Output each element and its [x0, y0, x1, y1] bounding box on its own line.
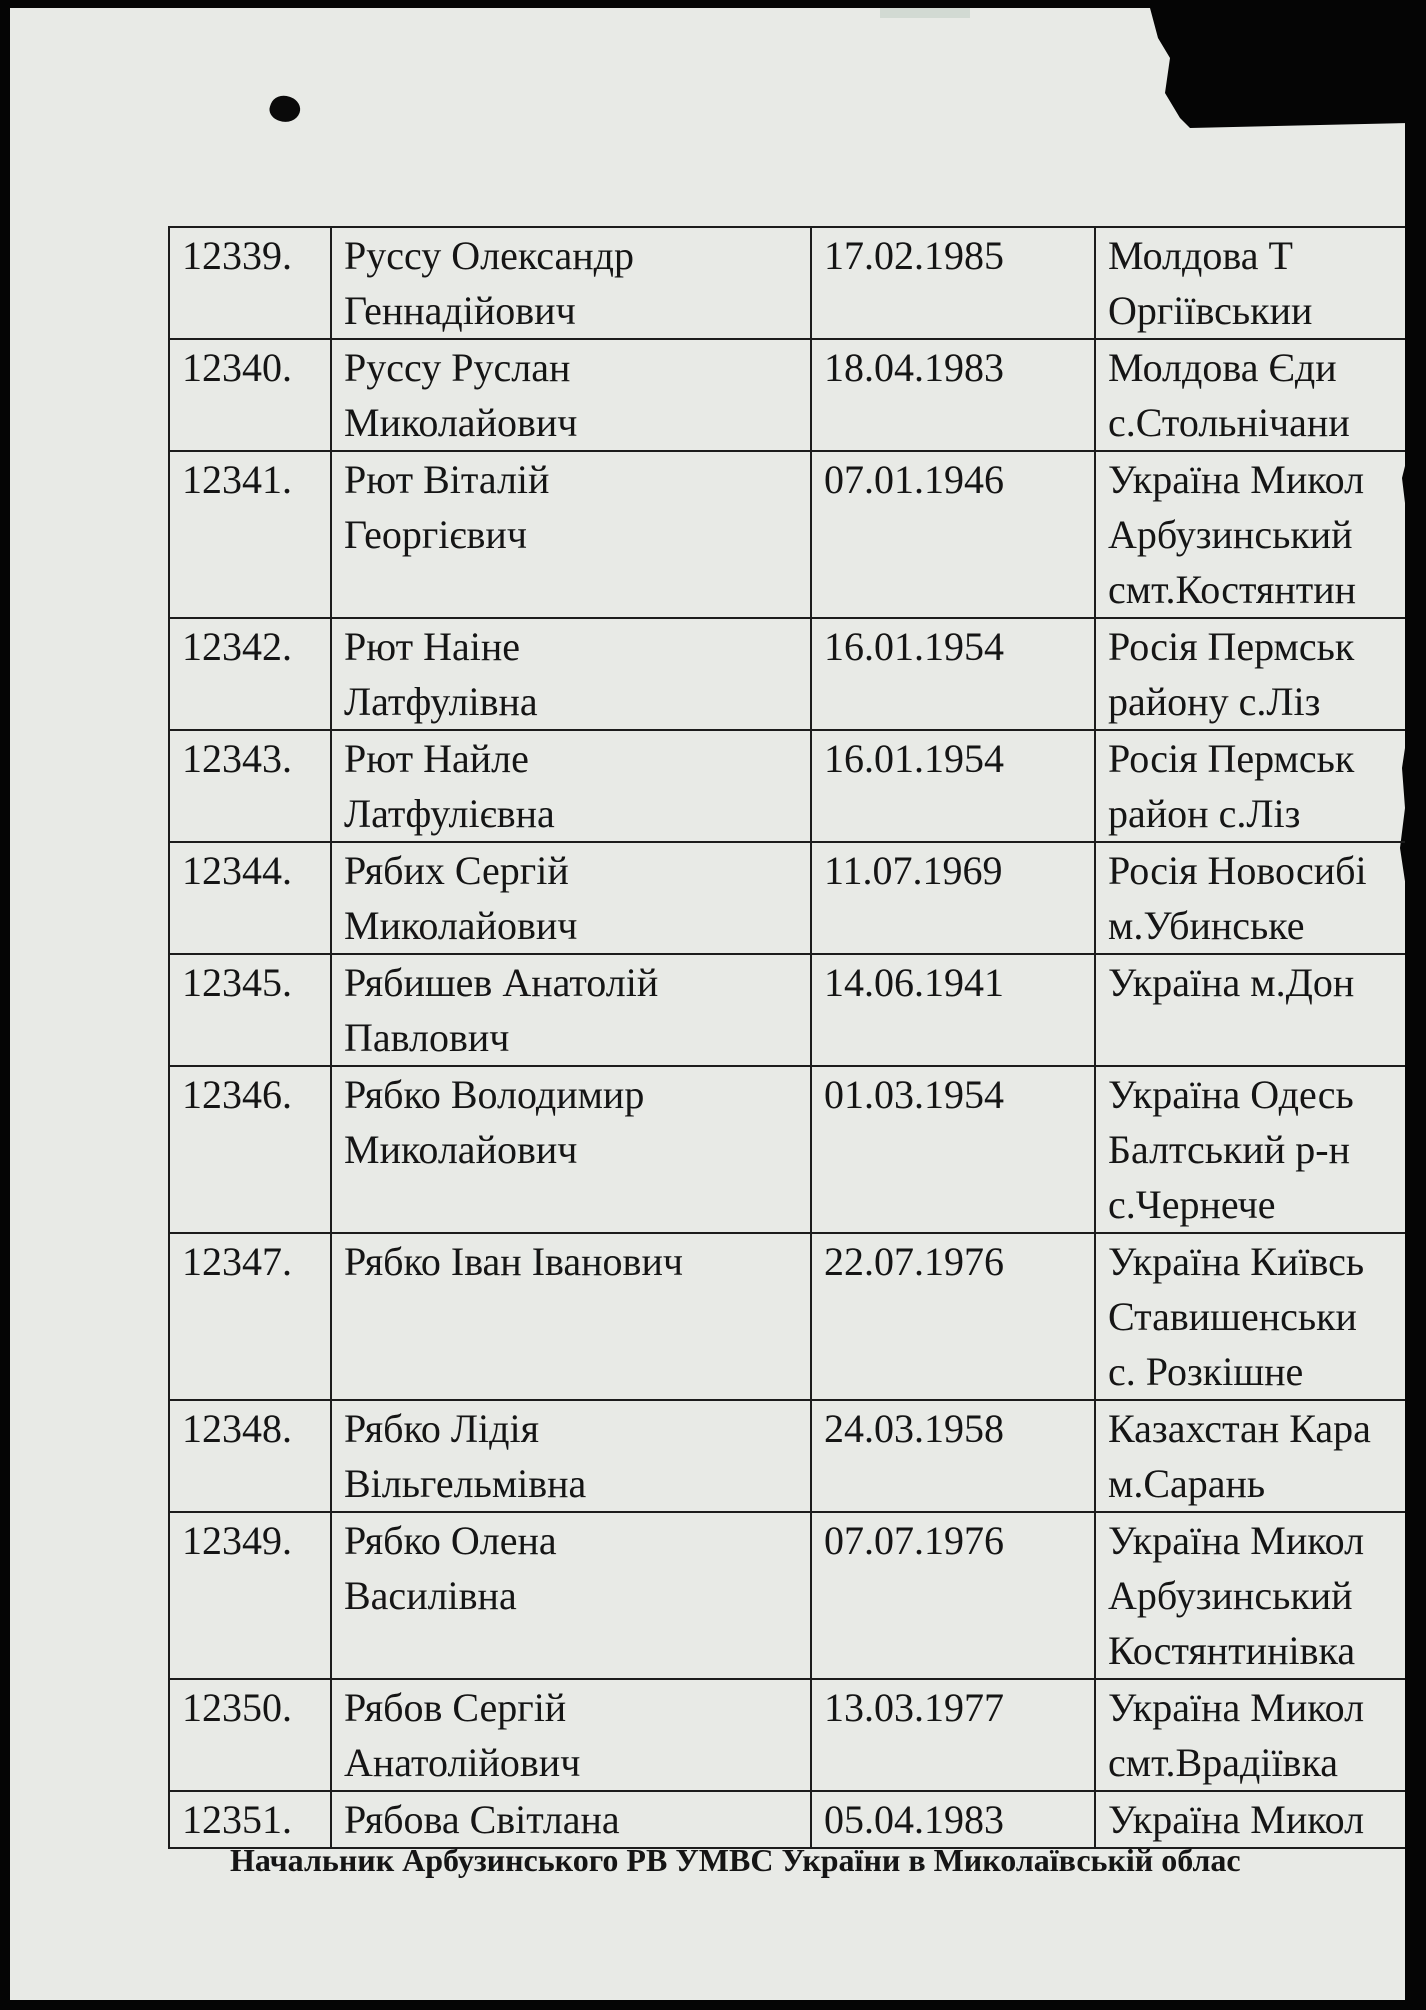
roster-body	[169, 227, 1426, 1848]
person-name-line: Рябко Іван Іванович	[344, 1239, 683, 1284]
person-name-line: Руссу Олександр	[344, 233, 635, 278]
person-name-line: Латфулівна	[344, 679, 538, 724]
birth-place-line: Ставишенськи	[1108, 1294, 1357, 1339]
person-name-line: Рют Наіне	[344, 624, 520, 669]
birth-date: 05.04.1983	[811, 1791, 1095, 1848]
birth-date: 22.07.1976	[811, 1233, 1095, 1400]
birth-place	[1095, 1679, 1426, 1791]
record-number: 12341.	[169, 451, 331, 618]
record-number: 12340.	[169, 339, 331, 451]
birth-place-line: с.Чернече	[1108, 1182, 1276, 1227]
signature-line: Начальник Арбузинського РВ УМВС України в Миколаївській облас	[230, 1842, 1241, 1878]
person-name	[331, 1066, 811, 1233]
birth-date: 18.04.1983	[811, 339, 1095, 451]
person-name	[331, 618, 811, 730]
person-name	[331, 730, 811, 842]
person-name-line: Миколайович	[344, 400, 578, 445]
table-row	[169, 1512, 1426, 1679]
birth-place	[1095, 451, 1426, 618]
birth-date: 24.03.1958	[811, 1400, 1095, 1512]
birth-place	[1095, 1512, 1426, 1679]
birth-place-line: Арбузинський	[1108, 1573, 1353, 1618]
birth-place-line: Україна м.Дон	[1108, 960, 1355, 1005]
birth-place-line: Україна Одесь	[1108, 1072, 1354, 1117]
birth-place-line: с.Стольнічани	[1108, 400, 1350, 445]
person-name	[331, 339, 811, 451]
birth-date: 01.03.1954	[811, 1066, 1095, 1233]
person-name-line: Руссу Руслан	[344, 345, 571, 390]
birth-place-line: м.Убинське	[1108, 903, 1305, 948]
record-number: 12347.	[169, 1233, 331, 1400]
birth-place-line: Костянтинівка	[1108, 1628, 1356, 1673]
person-name	[331, 227, 811, 339]
birth-place	[1095, 1791, 1426, 1848]
person-name-line: Рют Віталій	[344, 457, 550, 502]
person-name	[331, 1791, 811, 1848]
birth-date: 07.01.1946	[811, 451, 1095, 618]
birth-date: 16.01.1954	[811, 730, 1095, 842]
birth-place-line: Україна Микол	[1108, 1518, 1365, 1563]
birth-place-line	[1108, 1010, 1426, 1065]
birth-place	[1095, 339, 1426, 451]
birth-place	[1095, 1233, 1426, 1400]
roster-table	[168, 226, 1426, 1849]
person-name-line: Рябих Сергій	[344, 848, 569, 893]
person-name-line	[344, 1344, 810, 1399]
table-row	[169, 842, 1426, 954]
birth-place	[1095, 730, 1426, 842]
birth-place	[1095, 1066, 1426, 1233]
torn-edge-background	[1405, 0, 1426, 2010]
birth-date: 16.01.1954	[811, 618, 1095, 730]
birth-place-line: Молдова Т	[1108, 233, 1293, 278]
birth-place-line: Україна Микол	[1108, 1797, 1365, 1842]
record-number: 12344.	[169, 842, 331, 954]
person-name-line: Анатолійович	[344, 1740, 581, 1785]
record-number: 12343.	[169, 730, 331, 842]
person-name	[331, 451, 811, 618]
table-row	[169, 451, 1426, 618]
record-number: 12348.	[169, 1400, 331, 1512]
birth-place	[1095, 1400, 1426, 1512]
birth-place-line: м.Сарань	[1108, 1461, 1266, 1506]
person-name-line: Рябко Олена	[344, 1518, 557, 1563]
birth-place-line: с. Розкішне	[1108, 1349, 1304, 1394]
birth-date: 07.07.1976	[811, 1512, 1095, 1679]
birth-place-line: Україна Микол	[1108, 457, 1365, 502]
table-row	[169, 730, 1426, 842]
birth-place-line: район с.Ліз	[1108, 791, 1301, 836]
person-name-line	[344, 1289, 810, 1344]
birth-place-line: Арбузинський	[1108, 512, 1353, 557]
table-row	[169, 1066, 1426, 1233]
person-name-line: Геннадійович	[344, 288, 576, 333]
person-name-line: Рябко Лідія	[344, 1406, 539, 1451]
record-number: 12342.	[169, 618, 331, 730]
birth-place	[1095, 842, 1426, 954]
person-name-line: Рют Найле	[344, 736, 529, 781]
person-name-line: Георгієвич	[344, 512, 527, 557]
person-name	[331, 842, 811, 954]
record-number: 12345.	[169, 954, 331, 1066]
table-row	[169, 618, 1426, 730]
birth-date: 13.03.1977	[811, 1679, 1095, 1791]
table-row	[169, 1791, 1426, 1848]
person-name-line: Павлович	[344, 1015, 510, 1060]
person-name-line	[344, 1623, 810, 1678]
birth-place-line: смт.Костянтин	[1108, 567, 1357, 612]
birth-place	[1095, 227, 1426, 339]
table-row	[169, 1400, 1426, 1512]
person-name-line: Вільгельмівна	[344, 1461, 587, 1506]
birth-place-line: Україна Київсь	[1108, 1239, 1365, 1284]
person-name	[331, 1679, 811, 1791]
person-name	[331, 1233, 811, 1400]
birth-place-line: Казахстан Кара	[1108, 1406, 1371, 1451]
person-name-line: Рябишев Анатолій	[344, 960, 659, 1005]
birth-place-line: Молдова Єди	[1108, 345, 1337, 390]
record-number: 12351.	[169, 1791, 331, 1848]
birth-place-line: Україна Микол	[1108, 1685, 1365, 1730]
birth-place	[1095, 618, 1426, 730]
record-number: 12346.	[169, 1066, 331, 1233]
table-row	[169, 227, 1426, 339]
person-name-line: Василівна	[344, 1573, 517, 1618]
birth-place-line: району с.Ліз	[1108, 679, 1321, 724]
person-name-line: Рябова Світлана	[344, 1797, 620, 1842]
punch-hole	[266, 92, 303, 127]
record-number: 12349.	[169, 1512, 331, 1679]
person-name	[331, 1512, 811, 1679]
person-name-line	[344, 562, 810, 617]
record-number: 12350.	[169, 1679, 331, 1791]
table-row	[169, 954, 1426, 1066]
birth-place-line: Росія Пермськ	[1108, 624, 1355, 669]
tape-strip	[880, 8, 970, 18]
person-name	[331, 954, 811, 1066]
person-name-line: Рябко Володимир	[344, 1072, 645, 1117]
table-row	[169, 1233, 1426, 1400]
person-name	[331, 1400, 811, 1512]
person-name-line: Миколайович	[344, 903, 578, 948]
birth-place-line: Росія Пермськ	[1108, 736, 1355, 781]
birth-place-line: Оргіївськии	[1108, 288, 1313, 333]
birth-date: 11.07.1969	[811, 842, 1095, 954]
birth-place	[1095, 954, 1426, 1066]
table-row	[169, 1679, 1426, 1791]
birth-place-line: Балтський р-н	[1108, 1127, 1350, 1172]
person-name-line: Рябов Сергій	[344, 1685, 567, 1730]
person-name-line: Миколайович	[344, 1127, 578, 1172]
birth-date: 14.06.1941	[811, 954, 1095, 1066]
birth-place-line: смт.Врадіївка	[1108, 1740, 1339, 1785]
table-row	[169, 339, 1426, 451]
record-number: 12339.	[169, 227, 331, 339]
person-name-line	[344, 1177, 810, 1232]
birth-date: 17.02.1985	[811, 227, 1095, 339]
birth-place-line: Росія Новосибі	[1108, 848, 1367, 893]
person-name-line: Латфулієвна	[344, 791, 555, 836]
